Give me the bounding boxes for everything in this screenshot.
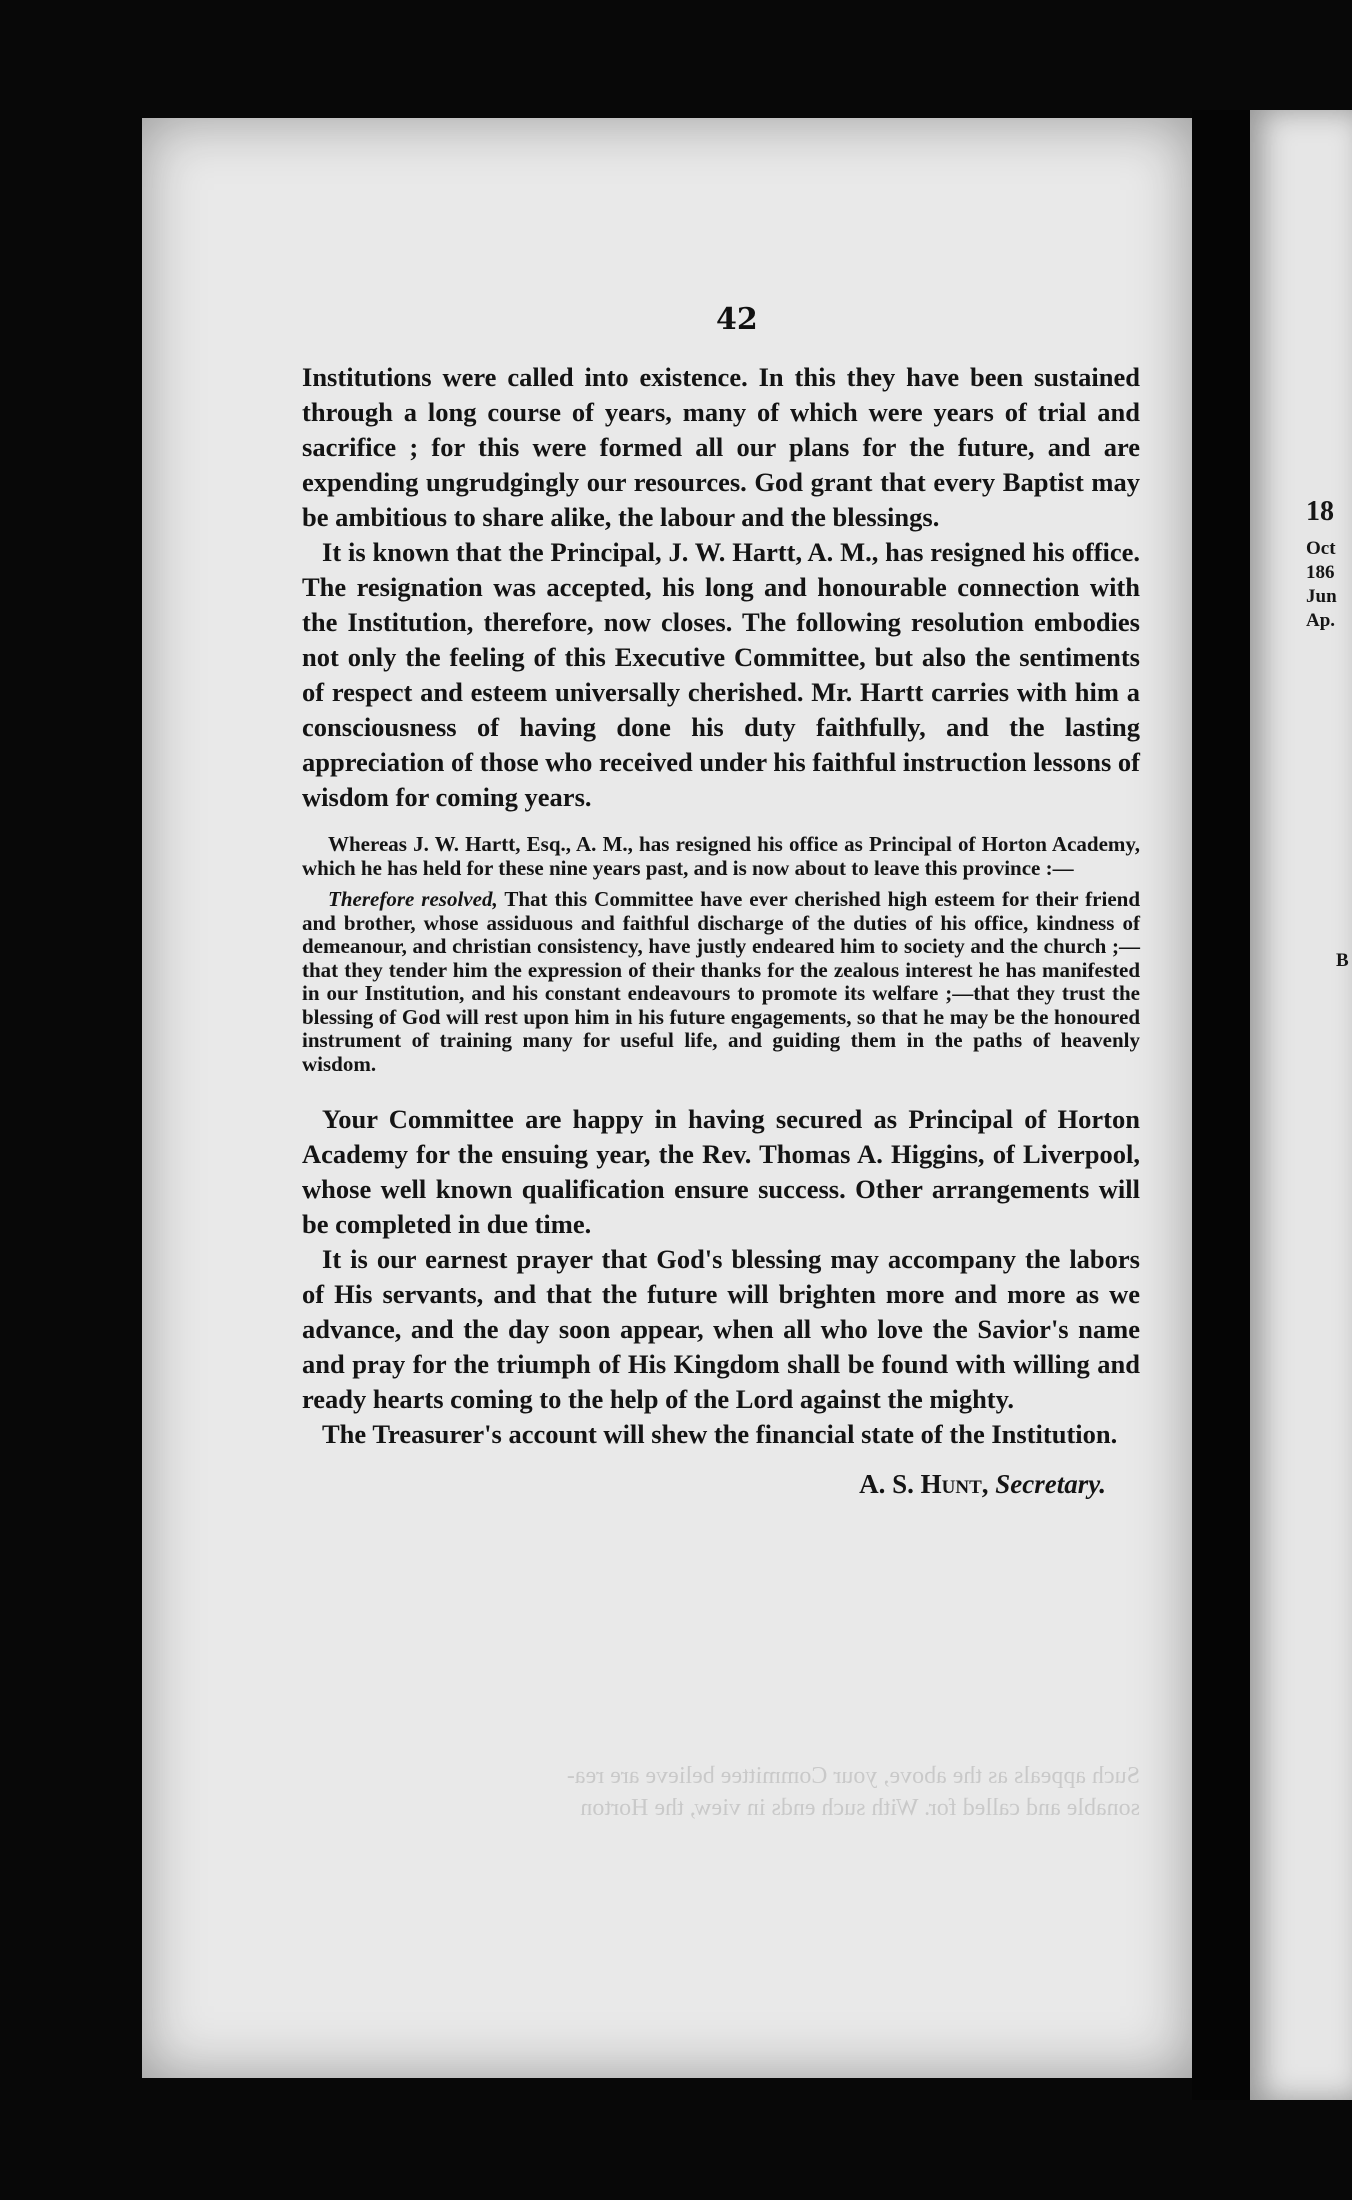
resolution-lead: Therefore resolved, bbox=[328, 887, 498, 911]
book-gutter bbox=[1192, 110, 1250, 2100]
paragraph-new-principal: Your Committee are happy in having secured as Principal of Horton Academy for the ensuing year, the Rev. Thomas A. Higgins, of Liverpool, whose well known qualification ensure success. Other arrangements will be completed in due time. bbox=[302, 1104, 1140, 1239]
adjacent-fragment: 186 bbox=[1306, 562, 1335, 583]
adjacent-page bbox=[1250, 110, 1352, 2100]
signature-name: A. S. Hunt, bbox=[859, 1469, 989, 1499]
resolution-text: That this Committee have ever cherished high esteem for their friend and brother, whose assiduous and faithful discharge of the duties of his office, kindness of demeanour, and christian consistency, have justly endeared him to society and the church ;—that they tender him the expression of their thanks for the zealous interest he has manifested in our Institution, and his constant endeavours to promote its welfare ;—that they trust the blessing of God will rest upon him in his future engagements, so that he may be the honoured instrument of training many for useful life, and guiding them in the paths of heavenly wisdom. bbox=[302, 887, 1140, 1076]
page-number: 42 bbox=[716, 302, 758, 337]
adjacent-fragment: B bbox=[1336, 950, 1349, 971]
paragraph-institutions: Institutions were called into existence. In this they have been sustained through a long course of years, many of which were years of trial and sacrifice ; for this were formed all our plans for the future, and are expending ungrudgingly our resources. God grant that every Baptist may be ambitious to share alike, the labour and the blessings. bbox=[302, 362, 1140, 532]
paragraph-principal-resignation: It is known that the Principal, J. W. Hartt, A. M., has resigned his office. The resignation was accepted, his long and honourable connection with the Institution, therefore, now closes. The following resolution embodies not only the feeling of this Executive Committee, but also the sentiments of respect and esteem universally cherished. Mr. Hartt carries with him a consciousness of having done his duty faithfully, and the lasting appreciation of those who received under his faithful instruction lessons of wisdom for coming years. bbox=[302, 537, 1140, 812]
signature bbox=[302, 1464, 1140, 1504]
adjacent-fragment: Jun bbox=[1306, 586, 1337, 607]
adjacent-fragment: Oct bbox=[1306, 538, 1336, 559]
adjacent-fragment: Ap. bbox=[1306, 610, 1336, 631]
bleed-through-text: Such appeals as the above, your Committee believe are rea- sonable and called for. With such ends in view, the Horton bbox=[566, 1763, 1140, 1821]
signature-title: Secretary. bbox=[995, 1469, 1106, 1499]
resolution-resolved bbox=[302, 888, 1140, 1076]
page-body bbox=[302, 360, 1140, 1504]
adjacent-fragment: 18 bbox=[1306, 496, 1334, 527]
paragraph-prayer: It is our earnest prayer that God's blessing may accompany the labors of His servants, and that the future will brighten more and more as we advance, and the day soon appear, when all who love the Savior's name and pray for the triumph of His Kingdom shall be found with willing and ready hearts coming to the help of the Lord against the mighty. bbox=[302, 1244, 1140, 1414]
paragraph-treasurer: The Treasurer's account will shew the financial state of the Institution. bbox=[322, 1419, 1118, 1449]
resolution-whereas: Whereas J. W. Hartt, Esq., A. M., has resigned his office as Principal of Horton Academy, which he has held for these nine years past, and is now about to leave this province :— bbox=[302, 832, 1140, 880]
